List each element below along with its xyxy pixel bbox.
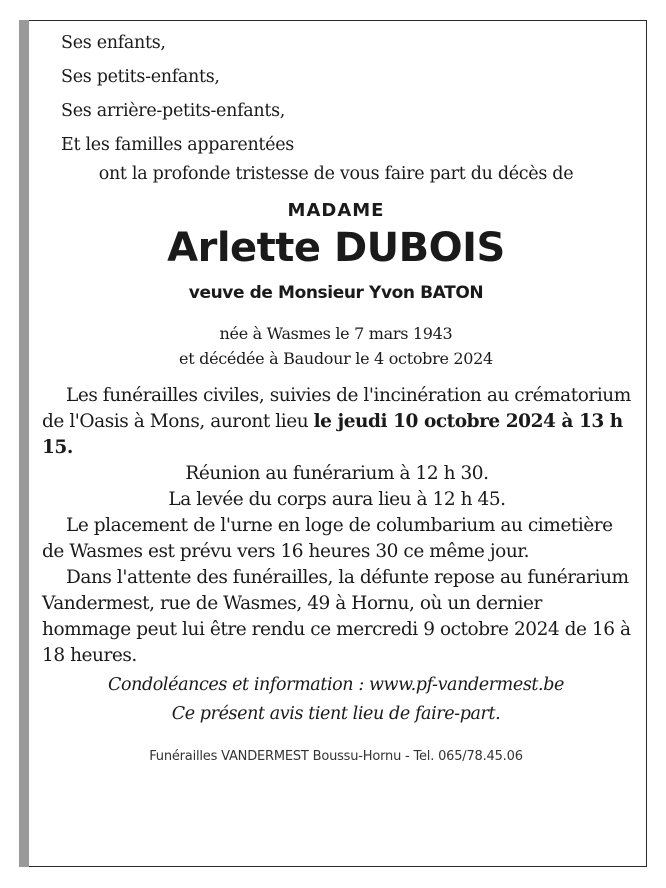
- family-line: Ses enfants,: [61, 33, 166, 53]
- funeral-home-footer: Funérailles VANDERMEST Boussu-Hornu - Tel. 065/78.45.06: [149, 749, 523, 764]
- viewing-paragraph: Dans l'attente des funérailles, la défunte repose au funérarium Vandermest, rue de Wasmes, 49 à Hornu, où un dernier hommage peut lui être rendu ce mercredi 9 octobre 2024 de 16 à 18 heures.: [42, 567, 631, 666]
- life-dates: [40, 321, 632, 371]
- family-line: Et les familles apparentées: [61, 135, 294, 155]
- honorific: MADAME: [287, 200, 385, 221]
- gathering-line: Réunion au funérarium à 12 h 30.: [185, 463, 489, 484]
- funeral-date: le jeudi 10 octobre 2024 à 13 h 15.: [42, 411, 623, 458]
- birth-line: née à Wasmes le 7 mars 1943: [219, 324, 453, 343]
- family-list: [61, 26, 632, 162]
- removal-line: La levée du corps aura lieu à 12 h 45.: [168, 489, 506, 510]
- family-line: Ses arrière-petits-enfants,: [61, 101, 286, 121]
- left-accent-bar: [19, 20, 29, 867]
- notice-line: Ce présent avis tient lieu de faire-part.: [171, 704, 501, 724]
- announcement: ont la profonde tristesse de vous faire part du décès de: [98, 164, 574, 184]
- obituary-notice: [40, 26, 632, 764]
- family-line: Ses petits-enfants,: [61, 67, 220, 87]
- urn-paragraph: Le placement de l'urne en loge de columbarium au cimetière de Wasmes est prévu vers 16 heures 30 ce même jour.: [42, 515, 613, 562]
- funeral-details: [42, 383, 632, 669]
- funeral-text: Les funérailles civiles, suivies de l'incinération au crématorium de l'Oasis à Mons, auront lieu: [42, 385, 631, 432]
- funeral-paragraph: [42, 383, 632, 461]
- deceased-name: Arlette DUBOIS: [167, 225, 505, 271]
- widow-of: veuve de Monsieur Yvon BATON: [188, 283, 484, 303]
- closing-lines: [40, 671, 632, 729]
- condolences-line: Condoléances et information : www.pf-vandermest.be: [108, 675, 564, 695]
- death-line: et décédée à Baudour le 4 octobre 2024: [179, 349, 493, 368]
